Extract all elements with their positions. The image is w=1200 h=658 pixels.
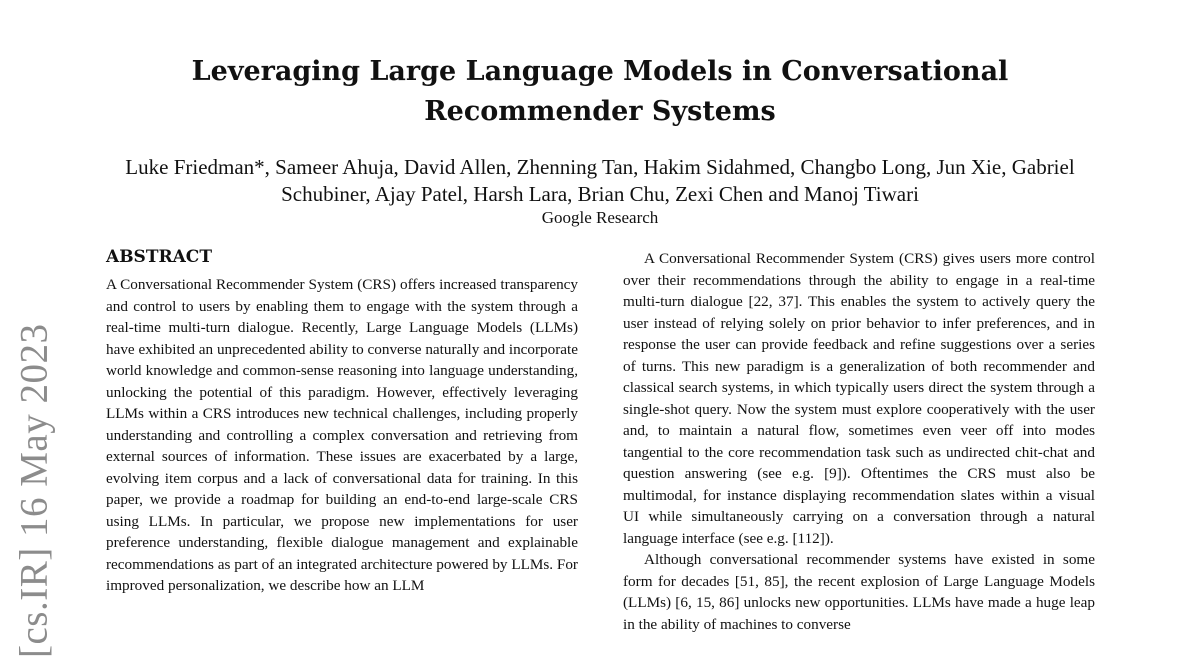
arxiv-identifier-stamp: [0, 0, 68, 658]
intro-paragraph: Although conversational recommender systems have existed in some form for decades [51, 85], the recent explosion of Large Language Models (LLMs) [6, 15, 86] unlocks new opportunities. LLMs have made a huge leap in the ability of machines to converse: [623, 551, 1095, 633]
intro-paragraph: A Conversational Recommender System (CRS) gives users more control over their recommendations through the ability to engage in a real-time multi-turn dialogue [22, 37]. This enables the system to actively query the user instead of relying solely on prior behavior to infer preferences, and in response the user can provide feedback and refine suggestions over a series of turns. This new paradigm is a generalization of both recommender and classical search systems, in which typically users direct the system through a single-shot query. Now the system must explore cooperatively with the user and, to maintain a natural flow, sometimes even veer off into modes tangential to the core recommendation task such as undirected chit-chat and question answering (see e.g. [9]). Oftentimes the CRS must also be multimodal, for instance displaying recommendation slates within a visual UI while simultaneously carrying on a conversation through a natural language interface (see e.g. [112]).: [623, 250, 1095, 547]
paper-title: Leveraging Large Language Models in Conversational Recommender Systems: [191, 56, 1009, 127]
arxiv-stamp-text: [cs.IR] 16 May 2023: [12, 323, 56, 658]
abstract-text: A Conversational Recommender System (CRS) offers increased transparency and control to users by enabling them to engage with the system through a real-time multi-turn dialogue. Recently, Large Language Models (LLMs) have exhibited an unprecedented ability to converse naturally and incorporate world knowledge and common-sense reasoning into language understanding, unlocking the potential of this paradigm. However, effectively leveraging LLMs within a CRS introduces new technical challenges, including properly understanding and controlling a complex conversation and retrieving from external sources of information. These issues are exacerbated by a large, evolving item corpus and a lack of conversational data for training. In this paper, we provide a roadmap for building an end-to-end large-scale CRS using LLMs. In particular, we propose new implementations for user preference understanding, flexible dialogue management and explainable recommendations as part of an integrated architecture powered by LLMs. For improved personalization, we describe how an LLM: [106, 276, 578, 594]
left-column: [106, 274, 578, 597]
abstract-heading: ABSTRACT: [106, 247, 212, 267]
affiliation: Google Research: [541, 208, 659, 227]
right-column: [623, 248, 1095, 635]
author-list: Luke Friedman*, Sameer Ahuja, David Allen, Zhenning Tan, Hakim Sidahmed, Changbo Long, Jun Xie, Gabriel Schubiner, Ajay Patel, Harsh Lara, Brian Chu, Zexi Chen and Manoj Tiwari: [125, 155, 1075, 206]
